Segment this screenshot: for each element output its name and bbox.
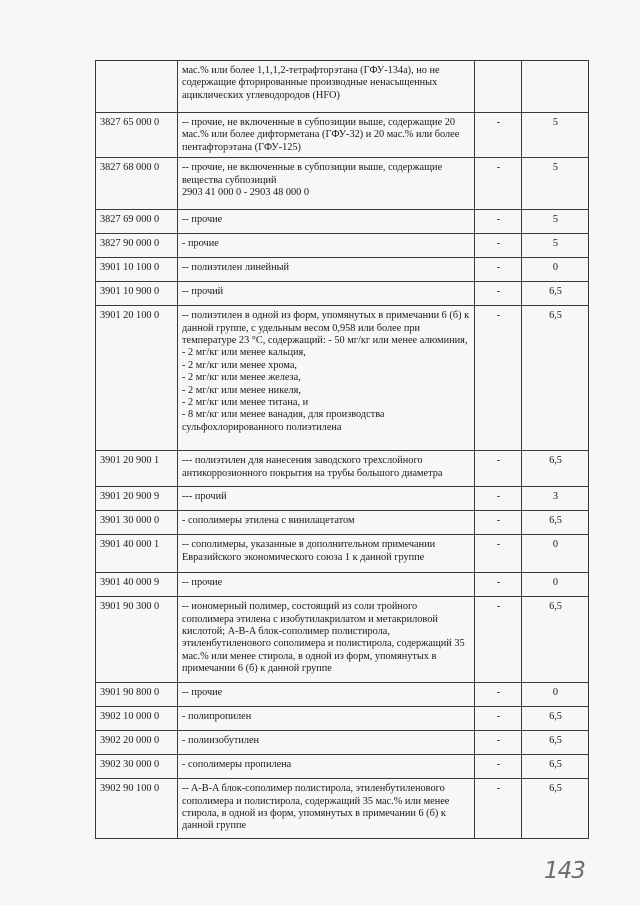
row-code: 3901 10 900 0 [96, 282, 178, 306]
row-code: 3827 90 000 0 [96, 234, 178, 258]
row-description: - прочие [178, 234, 475, 258]
table-row [96, 779, 589, 839]
table-row [96, 487, 589, 511]
row-description: -- иономерный полимер, состоящий из соли тройного сополимера этилена с изобутилакрилатом и метакриловой кислотой; A-B-A блок-сополимер полистирола, этиленбутиленового сополимера и полистирола, содержащий 35 мас.% или менее стирола, в одной из форм, упомянутых в примечании 6 (б) к данной группе [178, 597, 475, 683]
row-unit: - [475, 683, 522, 707]
row-rate: 6,5 [522, 451, 589, 487]
row-code: 3901 10 100 0 [96, 258, 178, 282]
row-description: - сополимеры этилена с винилацетатом [178, 511, 475, 535]
table-row [96, 731, 589, 755]
row-rate: 6,5 [522, 511, 589, 535]
row-description: - полипропилен [178, 707, 475, 731]
row-code: 3901 20 900 9 [96, 487, 178, 511]
row-rate [522, 61, 589, 113]
row-rate: 6,5 [522, 707, 589, 731]
row-code: 3827 69 000 0 [96, 210, 178, 234]
row-unit: - [475, 755, 522, 779]
row-description: -- прочие [178, 573, 475, 597]
row-description: -- прочие [178, 210, 475, 234]
row-code: 3902 30 000 0 [96, 755, 178, 779]
row-unit: - [475, 282, 522, 306]
row-code: 3902 10 000 0 [96, 707, 178, 731]
row-unit: - [475, 511, 522, 535]
row-code: 3901 40 000 9 [96, 573, 178, 597]
row-description: -- полиэтилен в одной из форм, упомянутых в примечании 6 (б) к данной группе, с удельным весом 0,958 или более при температуре 23 °С, содержащий: - 50 мг/кг или менее алюминия, - 2 мг/кг или менее кальция, - 2 мг/кг или менее хрома, - 2 мг/кг или менее железа, - 2 мг/кг или менее никеля, - 2 мг/кг или менее титана, и - 8 мг/кг или менее ванадия, для производства сульфохлорированного полиэтилена [178, 306, 475, 451]
row-unit: - [475, 731, 522, 755]
row-rate: 5 [522, 158, 589, 210]
table-row [96, 451, 589, 487]
row-unit: - [475, 573, 522, 597]
row-description: -- прочий [178, 282, 475, 306]
row-description: -- прочие [178, 683, 475, 707]
row-description: - сополимеры пропилена [178, 755, 475, 779]
row-rate: 6,5 [522, 779, 589, 839]
row-unit: - [475, 707, 522, 731]
table-row [96, 282, 589, 306]
row-rate: 5 [522, 113, 589, 158]
row-code: 3827 65 000 0 [96, 113, 178, 158]
table-row [96, 158, 589, 210]
row-rate: 3 [522, 487, 589, 511]
row-unit: - [475, 234, 522, 258]
row-code: 3901 20 900 1 [96, 451, 178, 487]
row-code: 3901 40 000 1 [96, 535, 178, 573]
row-rate: 0 [522, 258, 589, 282]
row-code: 3901 20 100 0 [96, 306, 178, 451]
table-row [96, 573, 589, 597]
table-row [96, 707, 589, 731]
handwritten-page-number: 143 [544, 858, 585, 884]
row-rate: 6,5 [522, 731, 589, 755]
tariff-table [95, 60, 589, 839]
row-description: -- сополимеры, указанные в дополнительном примечании Евразийского экономического союза 1 к данной группе [178, 535, 475, 573]
row-description: -- A-B-A блок-сополимер полистирола, этиленбутиленового сополимера и полистирола, содержащий 35 мас.% или менее стирола, в одной из форм, упомянутых в примечании 6 (б) к данной группе [178, 779, 475, 839]
row-description: -- прочие, не включенные в субпозиции выше, содержащие 20 мас.% или более дифторметана (ГФУ-32) и 20 мас.% или более пентафторэтана (ГФУ-125) [178, 113, 475, 158]
row-unit: - [475, 258, 522, 282]
row-description: -- прочие, не включенные в субпозиции выше, содержащие вещества субпозиций 2903 41 000 0 - 2903 48 000 0 [178, 158, 475, 210]
row-code: 3901 30 000 0 [96, 511, 178, 535]
table-row [96, 597, 589, 683]
table-row [96, 683, 589, 707]
row-unit: - [475, 306, 522, 451]
row-code: 3902 90 100 0 [96, 779, 178, 839]
row-code [96, 61, 178, 113]
row-unit: - [475, 487, 522, 511]
row-unit: - [475, 210, 522, 234]
table-row [96, 210, 589, 234]
row-description: - полиизобутилен [178, 731, 475, 755]
table-row [96, 61, 589, 113]
row-rate: 6,5 [522, 306, 589, 451]
row-unit [475, 61, 522, 113]
table-row [96, 258, 589, 282]
row-unit: - [475, 535, 522, 573]
row-unit: - [475, 113, 522, 158]
row-unit: - [475, 779, 522, 839]
row-description: --- полиэтилен для нанесения заводского трехслойного антикоррозионного покрытия на трубы большого диаметра [178, 451, 475, 487]
table-row [96, 306, 589, 451]
table-row [96, 234, 589, 258]
tariff-table-body [96, 61, 589, 839]
table-row [96, 511, 589, 535]
row-description: мас.% или более 1,1,1,2-тетрафторэтана (ГФУ-134а), но не содержащие фторированные производные ненасыщенных ациклических углеводородов (HFO) [178, 61, 475, 113]
row-rate: 6,5 [522, 755, 589, 779]
table-row [96, 113, 589, 158]
row-rate: 0 [522, 683, 589, 707]
row-description: --- прочий [178, 487, 475, 511]
table-row [96, 755, 589, 779]
row-rate: 0 [522, 535, 589, 573]
row-unit: - [475, 451, 522, 487]
row-unit: - [475, 597, 522, 683]
row-code: 3827 68 000 0 [96, 158, 178, 210]
row-rate: 5 [522, 234, 589, 258]
row-rate: 5 [522, 210, 589, 234]
row-code: 3901 90 800 0 [96, 683, 178, 707]
row-description: -- полиэтилен линейный [178, 258, 475, 282]
row-unit: - [475, 158, 522, 210]
row-code: 3901 90 300 0 [96, 597, 178, 683]
row-rate: 6,5 [522, 597, 589, 683]
row-code: 3902 20 000 0 [96, 731, 178, 755]
table-row [96, 535, 589, 573]
row-rate: 0 [522, 573, 589, 597]
row-rate: 6,5 [522, 282, 589, 306]
